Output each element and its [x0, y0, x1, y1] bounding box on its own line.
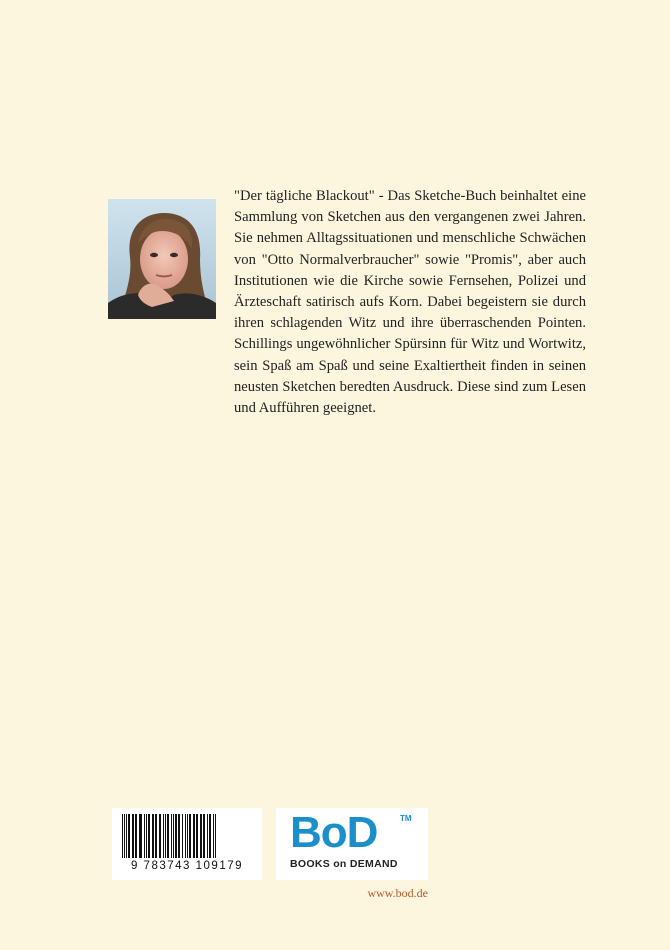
barcode-bar: [132, 814, 134, 858]
bod-trademark: TM: [400, 814, 412, 823]
barcode-bars: [118, 814, 256, 858]
barcode-bar: [146, 814, 147, 858]
book-blurb: "Der tägliche Blackout" - Das Sketche-Buch beinhaltet eine Sammlung von Sketchen aus den vergangenen zwei Jahren. Sie nehmen Alltagssituationen und menschliche Schwächen von "Otto Normalverbraucher" sowie "Promis", aber auch Institutionen wie die Kirche sowie Fernsehen, Polizei und Ärzteschaft satirisch aufs Korn. Dabei begeistern sie durch ihren schlagenden Witz und ihre überraschenden Pointen. Schillings ungewöhnlicher Spürsinn für Witz und Wortwitz, sein Spaß am Spaß und seine Exaltiertheit finden in seinen neusten Sketchen beredten Ausdruck. Diese sind zum Lesen und Aufführen geeignet.: [234, 188, 586, 417]
barcode-bar: [215, 814, 216, 858]
barcode-bar: [144, 814, 145, 858]
barcode-bar: [187, 814, 188, 858]
barcode-bar: [171, 814, 172, 858]
barcode-bar: [124, 814, 125, 858]
bod-logo-text: BoD: [290, 808, 378, 857]
barcode-bar: [135, 814, 137, 858]
barcode-bar: [139, 814, 142, 858]
barcode-bar: [175, 814, 177, 858]
barcode-bar: [182, 814, 183, 858]
publisher-logo: [276, 808, 428, 880]
barcode-bar: [213, 814, 214, 858]
barcode-bar: [185, 814, 186, 858]
barcode-bar: [159, 814, 161, 858]
barcode-bar: [165, 814, 166, 858]
barcode-bar: [163, 814, 164, 858]
isbn-barcode: [112, 808, 262, 880]
barcode-bar: [155, 814, 157, 858]
barcode-bar: [207, 814, 208, 858]
barcode-bar: [209, 814, 211, 858]
barcode-bar: [193, 814, 195, 858]
barcode-bar: [196, 814, 198, 858]
barcode-bar: [128, 814, 130, 858]
barcode-bar: [173, 814, 174, 858]
barcode-bar: [178, 814, 180, 858]
barcode-bar: [122, 814, 123, 858]
barcode-bar: [152, 814, 154, 858]
barcode-bar: [200, 814, 202, 858]
barcode-bar: [167, 814, 169, 858]
publisher-url[interactable]: www.bod.de: [367, 886, 428, 900]
barcode-bar: [126, 814, 127, 858]
author-portrait-image: [108, 199, 216, 319]
barcode-bar: [203, 814, 205, 858]
bod-tagline: BOOKS on DEMAND: [290, 858, 398, 870]
barcode-bar: [148, 814, 150, 858]
isbn-digits: 9 783743 109179: [130, 860, 244, 872]
barcode-bar: [189, 814, 191, 858]
author-photo: [108, 199, 216, 319]
